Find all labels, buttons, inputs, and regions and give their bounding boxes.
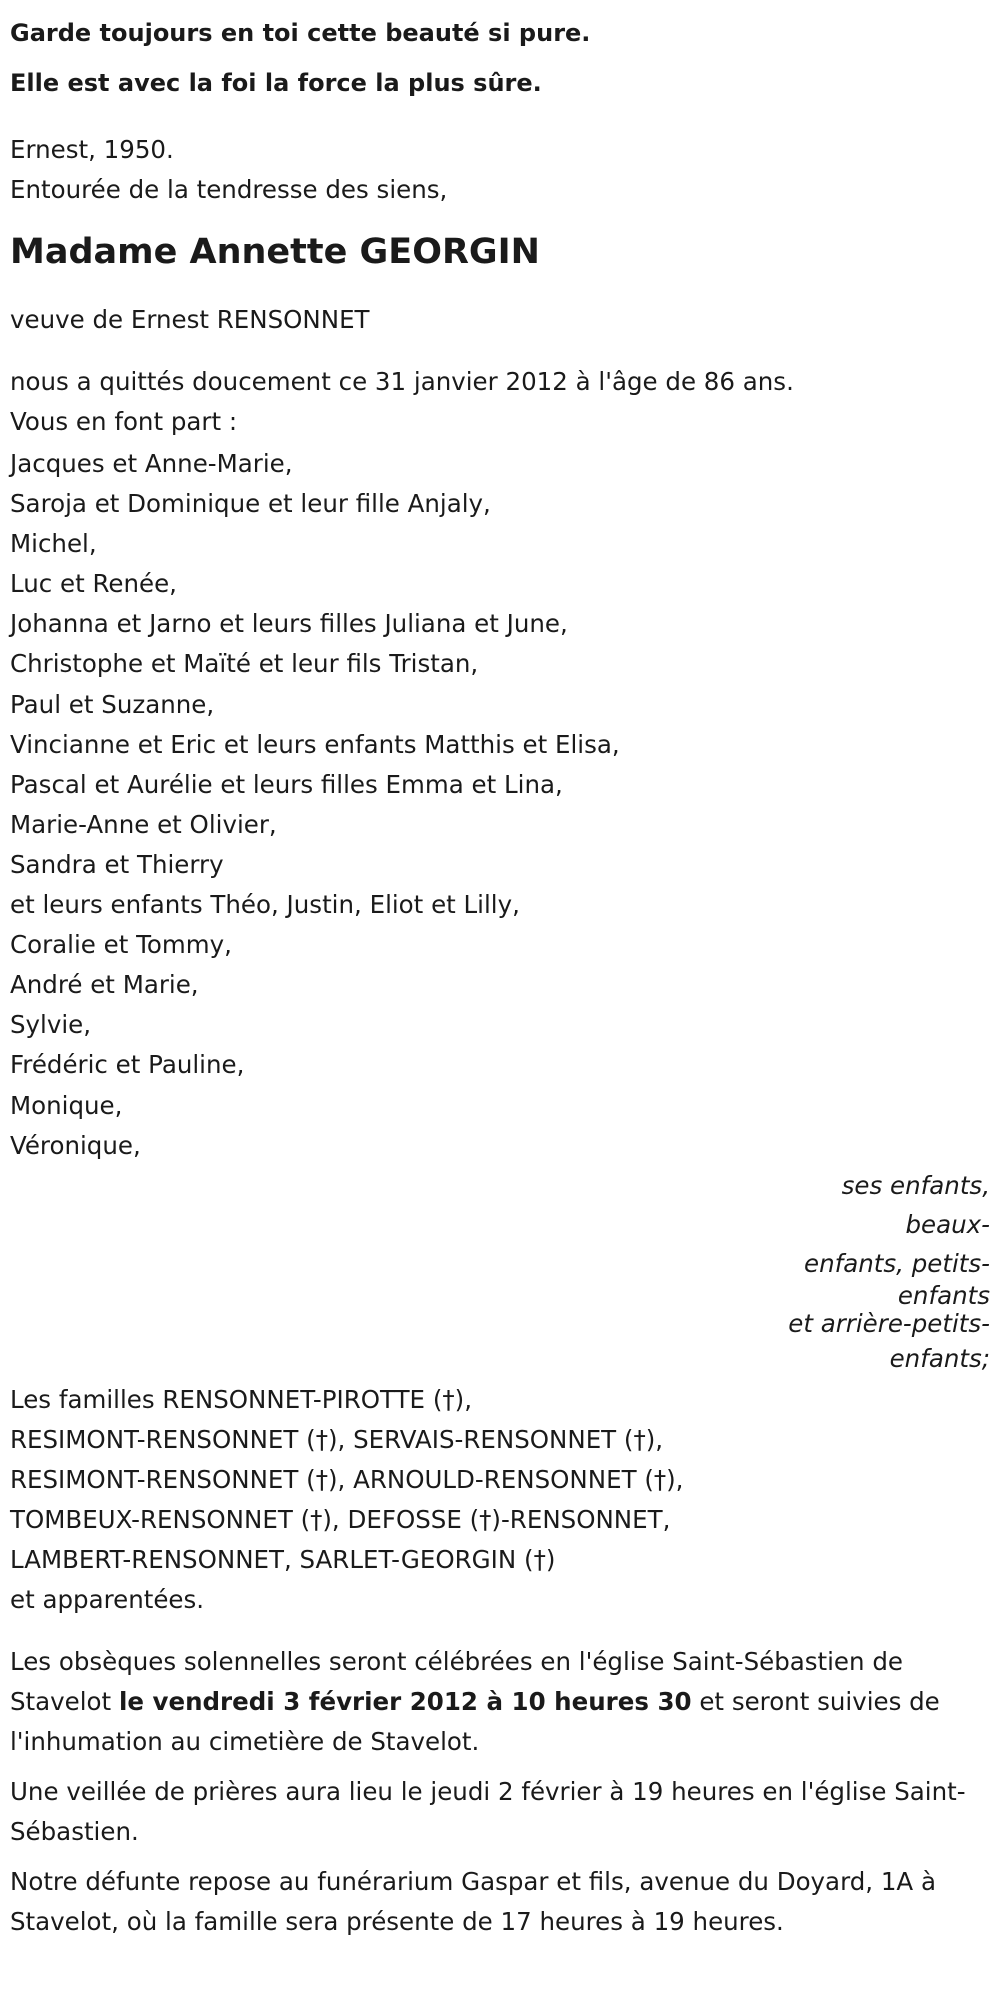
vigil-paragraph: Une veillée de prières aura lieu le jeudi 2 février à 19 heures en l'église Saint-Sébastien. — [10, 1776, 966, 1846]
list-item: Coralie et Tommy, — [10, 930, 232, 960]
families-line: RESIMONT-RENSONNET (†), SERVAIS-RENSONNET (†), — [10, 1424, 664, 1454]
list-item: Monique, — [10, 1090, 123, 1120]
families-line: LAMBERT-RENSONNET, SARLET-GEORGIN (†) — [10, 1544, 556, 1574]
families-line: RESIMONT-RENSONNET (†), ARNOULD-RENSONNET (†), — [10, 1464, 684, 1494]
intro-line: Ernest, 1950. — [10, 135, 174, 164]
list-item: Sandra et Thierry — [10, 849, 224, 879]
list-item: Luc et Renée, — [10, 569, 177, 599]
list-item: Pascal et Aurélie et leurs filles Emma et Lina, — [10, 769, 563, 799]
relation-line: enfants; — [889, 1343, 990, 1373]
funeral-text: Les obsèques solennelles seront célébrées en l'église Saint-Sébastien de Stavelot — [10, 1646, 903, 1716]
list-item: Sylvie, — [10, 1010, 92, 1040]
list-item: Johanna et Jarno et leurs filles Juliana et June, — [10, 609, 568, 639]
epigraph-line: Garde toujours en toi cette beauté si pure. — [10, 19, 591, 47]
list-item: et leurs enfants Théo, Justin, Eliot et Lilly, — [10, 890, 520, 920]
repose-paragraph: Notre défunte repose au funérarium Gaspar et fils, avenue du Doyard, 1A à Stavelot, où la famille sera présente de 17 heures à 19 heures. — [10, 1866, 936, 1936]
intro-line: Entourée de la tendresse des siens, — [10, 175, 448, 204]
list-item: Marie-Anne et Olivier, — [10, 809, 277, 839]
list-item: André et Marie, — [10, 970, 199, 1000]
funeral-text: et seront suivies de l'inhumation au cimetière de Stavelot. — [10, 1686, 940, 1756]
relation-line: et arrière-petits- — [788, 1308, 990, 1338]
relation-line: enfants, petits- — [804, 1248, 990, 1278]
relation-line: ses enfants, beaux- — [841, 1170, 990, 1239]
list-item: Jacques et Anne-Marie, — [10, 449, 293, 478]
list-item: Paul et Suzanne, — [10, 689, 215, 719]
relation-note — [760, 1166, 990, 1378]
list-item: Christophe et Maïté et leur fils Tristan, — [10, 649, 479, 679]
families-line: TOMBEUX-RENSONNET (†), DEFOSSE (†)-RENSONNET, — [10, 1504, 671, 1534]
funeral-date: le vendredi 3 février 2012 à 10 heures 30 — [118, 1686, 692, 1716]
list-item: Frédéric et Pauline, — [10, 1050, 245, 1080]
families-block — [10, 1380, 990, 1620]
list-item: Michel, — [10, 529, 97, 559]
list-item: Vincianne et Eric et leurs enfants Matthis et Elisa, — [10, 729, 620, 759]
families-line: Les familles RENSONNET-PIROTTE (†), — [10, 1384, 472, 1414]
funeral-paragraph — [10, 1642, 985, 1762]
deceased-name: Madame Annette GEORGIN — [10, 232, 540, 272]
relation-line: enfants — [897, 1280, 990, 1310]
death-notice: nous a quittés doucement ce 31 janvier 2012 à l'âge de 86 ans. — [10, 367, 794, 396]
family-list — [10, 444, 990, 1166]
list-item: Véronique, — [10, 1130, 141, 1160]
epigraph-line: Elle est avec la foi la force la plus sûre. — [10, 69, 542, 97]
widow-of: veuve de Ernest RENSONNET — [10, 305, 370, 334]
epigraph — [10, 8, 990, 108]
list-item: Saroja et Dominique et leur fille Anjaly, — [10, 489, 491, 519]
families-line: et apparentées. — [10, 1584, 205, 1614]
announce-line: Vous en font part : — [10, 407, 238, 436]
